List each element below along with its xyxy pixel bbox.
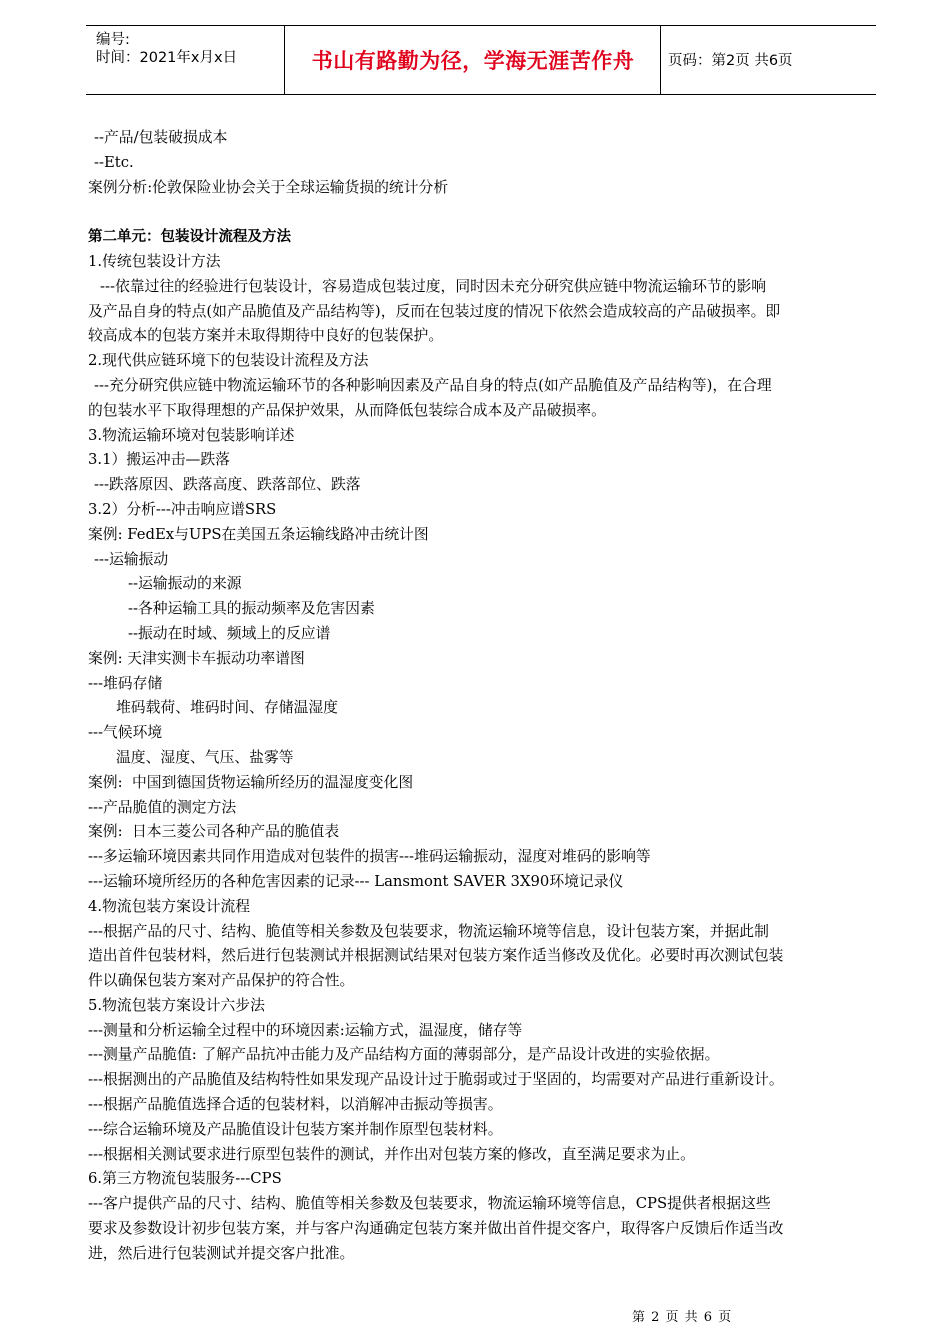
body-line: --Etc. — [94, 153, 134, 171]
subsection-heading: 4.物流包装方案设计流程 — [88, 897, 251, 915]
document-number-label: 编号: — [96, 32, 130, 48]
body-line: ---跌落原因、跌落高度、跌落部位、跌落 — [94, 476, 361, 494]
body-line: ---根据相关测试要求进行原型包装件的测试，并作出对包装方案的修改，直至满足要求为止。 — [88, 1145, 695, 1163]
body-line: --振动在时域、频域上的反应谱 — [128, 624, 331, 642]
body-line: ---根据测出的产品脆值及结构特性如果发现产品设计过于脆弱或过于坚固的，均需要对产品进行重新设计。 — [88, 1071, 784, 1089]
subsection-heading: 5.物流包装方案设计六步法 — [88, 996, 265, 1014]
subsection-heading: 1.传统包装设计方法 — [88, 252, 221, 270]
body-line: --运输振动的来源 — [128, 575, 242, 593]
blank-line — [88, 200, 880, 225]
body-line: ---产品脆值的测定方法 — [88, 798, 237, 816]
header-divider — [284, 26, 285, 94]
body-line: ---气候环境 — [88, 724, 163, 742]
body-line: ---客户提供产品的尺寸、结构、脆值等相关参数及包装要求，物流运输环境等信息，CPS提供者根据这些 — [88, 1195, 771, 1213]
document-body — [88, 126, 880, 1267]
body-line: --产品/包装破损成本 — [94, 129, 228, 146]
document-time-label: 时间：2021年x月x日 — [96, 50, 238, 66]
body-line: 3.2）分析---冲击响应谱SRS — [88, 500, 277, 518]
body-line: ---运输振动 — [94, 550, 169, 568]
body-line: ---综合运输环境及产品脆值设计包装方案并制作原型包装材料。 — [88, 1120, 503, 1138]
case-line: 案例: FedEx与UPS在美国五条运输线路冲击统计图 — [88, 525, 429, 543]
body-line: ---运输环境所经历的各种危害因素的记录--- Lansmont SAVER 3X90环境记录仪 — [88, 872, 624, 890]
body-line: ---测量产品脆值: 了解产品抗冲击能力及产品结构方面的薄弱部分，是产品设计改进的实验依据。 — [88, 1046, 720, 1064]
body-line: 3.1）搬运冲击—跌落 — [88, 451, 230, 469]
body-line: --各种运输工具的振动频率及危害因素 — [128, 600, 375, 618]
body-line: 造出首件包装材料，然后进行包装测试并根据测试结果对包装方案作适当修改及优化。必要时再次测试包装 — [88, 947, 784, 965]
subsection-heading: 2.现代供应链环境下的包装设计流程及方法 — [88, 352, 369, 370]
body-line: ---根据产品的尺寸、结构、脆值等相关参数及包装要求，物流运输环境等信息，设计包装方案，并据此制 — [88, 922, 769, 940]
case-line: 案例: 日本三菱公司各种产品的脆值表 — [88, 823, 340, 841]
header-divider — [660, 26, 661, 94]
header-page-indicator: 页码：第2页 共6页 — [668, 53, 793, 69]
body-line: 堆码载荷、堆码时间、存储温湿度 — [116, 699, 338, 717]
header-motto: 书山有路勤为径，学海无涯苦作舟 — [311, 49, 635, 73]
page-header — [86, 25, 876, 95]
body-line: ---充分研究供应链中物流运输环节的各种影响因素及产品自身的特点(如产品脆值及产品结构等)，在合理 — [94, 376, 772, 394]
section-heading: 第二单元：包装设计流程及方法 — [88, 229, 291, 246]
body-line: 较高成本的包装方案并未取得期待中良好的包装保护。 — [88, 327, 444, 345]
body-line: 要求及参数设计初步包装方案，并与客户沟通确定包装方案并做出首件提交客户，取得客户反馈后作适当改 — [88, 1220, 784, 1238]
page-footer: 第 2 页 共 6 页 — [632, 1310, 733, 1325]
body-line: 进，然后进行包装测试并提交客户批准。 — [88, 1244, 355, 1262]
body-line: ---测量和分析运输全过程中的环境因素:运输方式，温湿度，储存等 — [88, 1021, 523, 1039]
body-line: ---多运输环境因素共同作用造成对包装件的损害---堆码运输振动，湿度对堆码的影响等 — [88, 848, 651, 866]
body-line: 案例分析:伦敦保险业协会关于全球运输货损的统计分析 — [88, 178, 449, 196]
body-line: 温度、湿度、气压、盐雾等 — [116, 748, 294, 766]
body-line: ---依靠过往的经验进行包装设计，容易造成包装过度，同时因未充分研究供应链中物流运输环节的影响 — [100, 277, 767, 295]
body-line: 的包装水平下取得理想的产品保护效果，从而降低包装综合成本及产品破损率。 — [88, 401, 606, 419]
body-line: ---堆码存储 — [88, 674, 163, 692]
case-line: 案例: 中国到德国货物运输所经历的温湿度变化图 — [88, 773, 414, 791]
subsection-heading: 3.物流运输环境对包装影响详述 — [88, 426, 295, 444]
subsection-heading: 6.第三方物流包装服务---CPS — [88, 1170, 282, 1188]
body-line: 及产品自身的特点(如产品脆值及产品结构等)，反而在包装过度的情况下依然会造成较高的产品破损率。即 — [88, 302, 781, 320]
body-line: 件以确保包装方案对产品保护的符合性。 — [88, 972, 355, 990]
body-line: ---根据产品脆值选择合适的包装材料，以消解冲击振动等损害。 — [88, 1096, 503, 1114]
case-line: 案例: 天津实测卡车振动功率谱图 — [88, 649, 305, 667]
